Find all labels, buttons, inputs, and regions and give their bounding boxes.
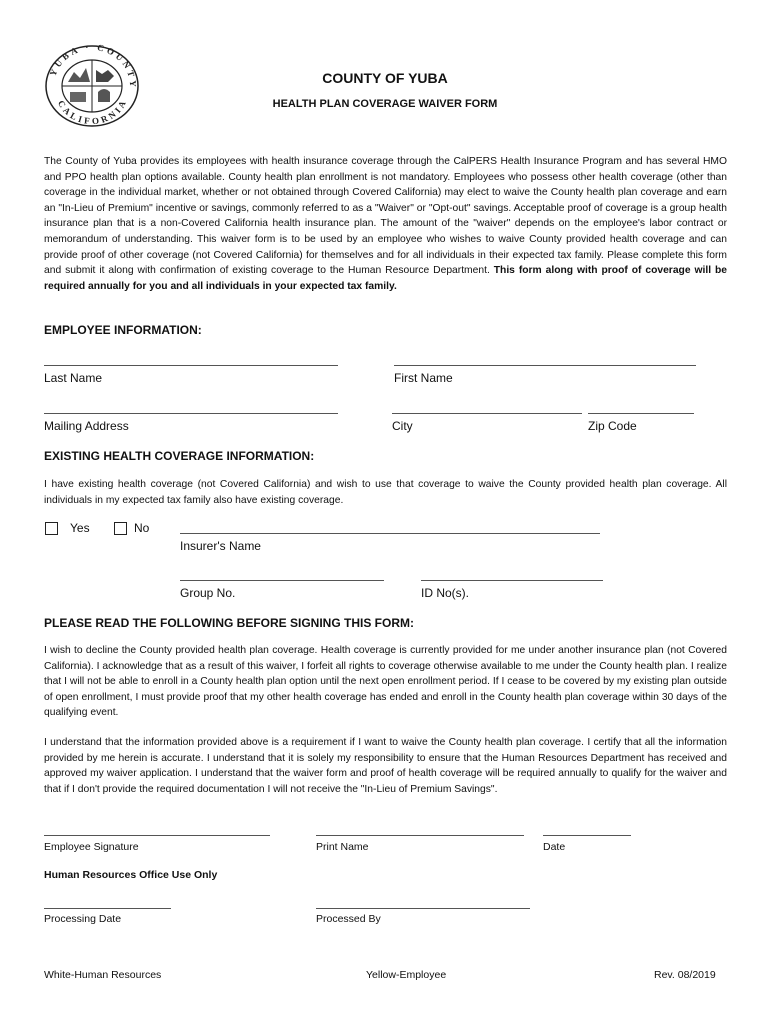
page-title: COUNTY OF YUBA — [322, 70, 448, 86]
intro-bold-text: This form along with proof of coverage will be required annually for you and all individuals in your expected tax family. — [44, 265, 727, 292]
date-field[interactable] — [543, 835, 631, 836]
date-label: Date — [543, 841, 566, 853]
first-name-label: First Name — [394, 371, 453, 385]
intro-text: The County of Yuba provides its employees with health insurance coverage through the CalPERS Health Insurance Program and has several HMO and PPO health plan options available. County health plan enrollment is not mandatory. Employees who possess other health coverage (other than coverage in the individual market, whether or not obtained through Covered California) may elect to waive the County health plan coverage and earn an "In-Lieu of Premium" incentive or savings, commonly referred to as a "Waiver" or "Opt-out" savings. Acceptable proof of coverage is a group health insurance plan that is a non-Covered California health insurance plan. The amount of the "waiver" depends on the employee's labor contract or memorandum of understanding. This waiver form is to be used by an employee who wishes to waive County provided health coverage and can provide proof of other coverage (not Covered California) for themselves and for all individuals in their expected tax family. Please complete this form and submit it along with confirmation of existing coverage to the Human Resource Department. — [44, 156, 727, 277]
footer-copy-white: White-Human Resources — [44, 969, 162, 981]
employee-info-heading: EMPLOYEE INFORMATION: — [44, 323, 202, 337]
insurer-name-label: Insurer's Name — [180, 539, 261, 553]
id-nos-label: ID No(s). — [421, 586, 469, 600]
existing-coverage-statement: I have existing health coverage (not Covered California) and wish to use that coverage to waive the County provided health plan coverage. All individuals in my expected tax family also have existing coverage. — [44, 479, 727, 506]
processed-by-field[interactable] — [316, 908, 530, 909]
processed-by-label: Processed By — [316, 913, 381, 925]
zip-code-label: Zip Code — [588, 419, 637, 433]
read-before-signing-heading: PLEASE READ THE FOLLOWING BEFORE SIGNING THIS FORM: — [44, 616, 415, 630]
group-no-field[interactable] — [180, 580, 384, 581]
no-checkbox[interactable] — [114, 522, 127, 535]
employee-signature-field[interactable] — [44, 835, 270, 836]
processing-date-label: Processing Date — [44, 913, 122, 925]
yes-checkbox[interactable] — [45, 522, 58, 535]
mailing-address-field[interactable] — [44, 413, 338, 414]
city-label: City — [392, 419, 413, 433]
processing-date-field[interactable] — [44, 908, 171, 909]
first-name-field[interactable] — [394, 365, 696, 366]
existing-coverage-heading: EXISTING HEALTH COVERAGE INFORMATION: — [44, 449, 315, 463]
zip-code-field[interactable] — [588, 413, 694, 414]
footer-copy-yellow: Yellow-Employee — [366, 969, 447, 981]
group-no-label: Group No. — [180, 586, 236, 600]
employee-signature-label: Employee Signature — [44, 841, 139, 853]
svg-text:CALIFORNIA: CALIFORNIA — [55, 96, 130, 127]
form-subtitle: HEALTH PLAN COVERAGE WAIVER FORM — [272, 98, 498, 110]
mailing-address-label: Mailing Address — [44, 419, 129, 433]
footer-revision: Rev. 08/2019 — [654, 969, 716, 981]
hr-office-heading: Human Resources Office Use Only — [44, 869, 218, 881]
print-name-field[interactable] — [316, 835, 524, 836]
city-field[interactable] — [392, 413, 582, 414]
svg-text:YUBA · COUNTY: YUBA · COUNTY — [47, 44, 139, 90]
last-name-label: Last Name — [44, 371, 103, 385]
print-name-label: Print Name — [316, 841, 369, 853]
county-seal-logo — [44, 44, 140, 128]
no-label: No — [134, 521, 150, 535]
yes-label: Yes — [70, 521, 90, 535]
intro-paragraph — [44, 154, 727, 294]
last-name-field[interactable] — [44, 365, 338, 366]
insurer-name-field[interactable] — [180, 533, 600, 534]
waiver-paragraph-1: I wish to decline the County provided health plan coverage. Health coverage is currently provided for me under another insurance plan (not Covered California). I acknowledge that as a result of this waiver, I forfeit all rights to coverage otherwise available to me under the County health plan. I realize that I will not be able to enroll in a County health plan option until the next open enrollment period. If I cease to be covered by my existing plan outside of open enrollment, I must provide proof that my other health coverage has ended and enroll in the County health plan coverage within 30 days of the qualifying event. — [44, 645, 727, 719]
id-nos-field[interactable] — [421, 580, 603, 581]
waiver-paragraph-2: I understand that the information provided above is a requirement if I want to waive the County health plan coverage. I certify that all the information provided by me herein is accurate. I understand that it is solely my responsibility to ensure that the Human Resources Department has received and approved my waiver application. I understand that the waiver form and proof of health coverage will be required annually to qualify for the waiver and that if I don't provide the required documentation I will not receive the "In-Lieu of Premium Savings". — [44, 737, 727, 795]
